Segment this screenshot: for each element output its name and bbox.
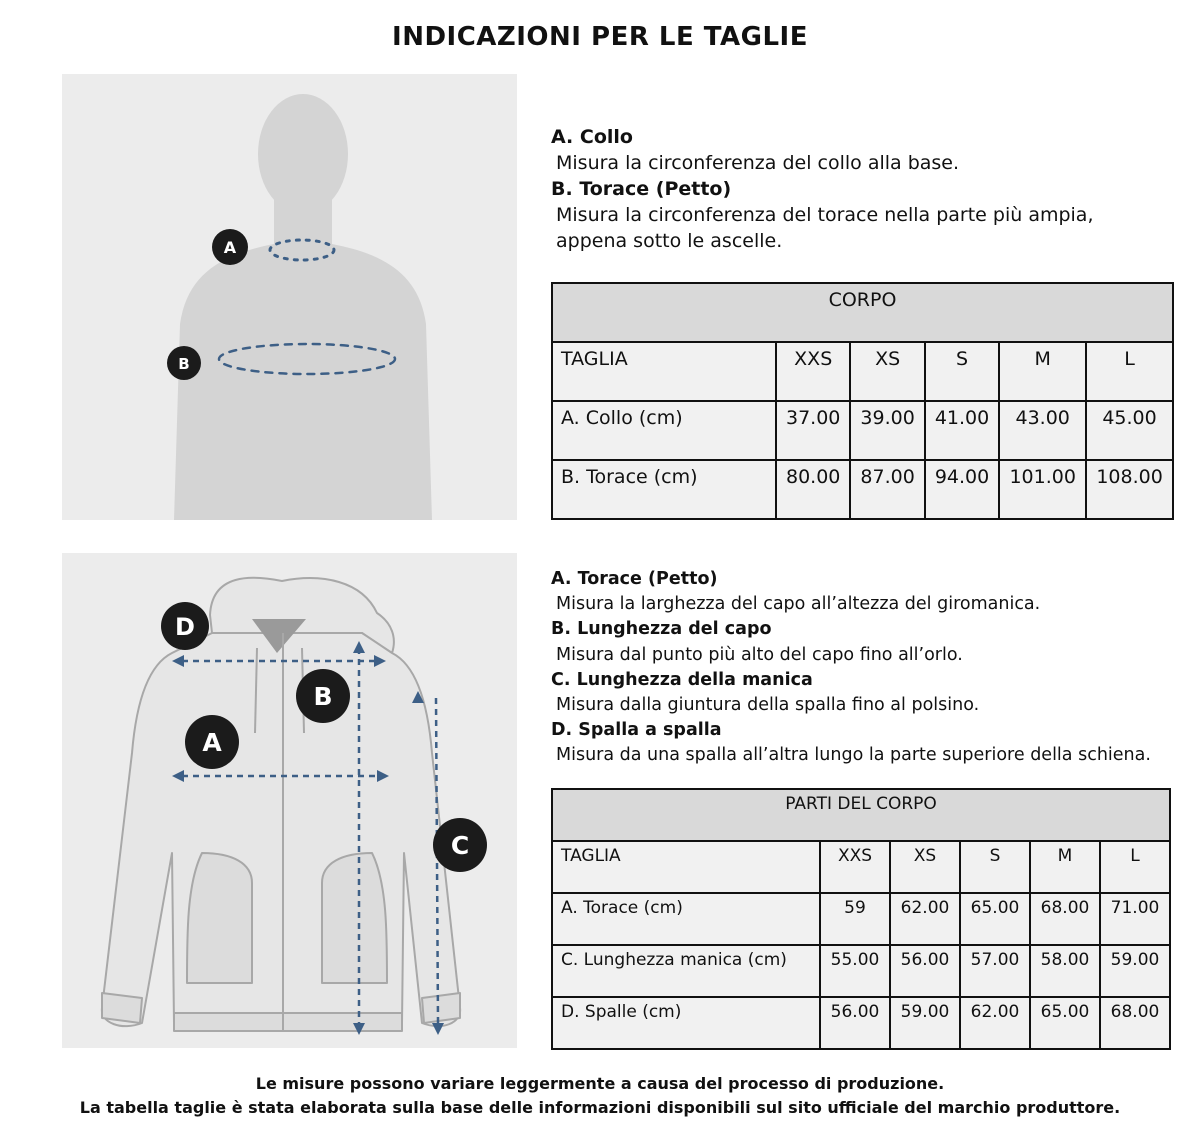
garment-size-table [551,788,1171,1050]
table-cell: 37.00 [776,401,850,460]
body-measure-descriptions [551,124,1096,254]
column-header: S [925,342,999,401]
footer-note [0,1072,1200,1120]
table-cell: 62.00 [960,997,1030,1049]
table-cell: 56.00 [890,945,960,997]
marker-a-icon [185,715,239,769]
body-size-table [551,282,1174,520]
table-cell: 94.00 [925,460,999,519]
table-row [552,401,1173,460]
table-row [552,893,1170,945]
marker-b-icon [167,346,201,380]
hoodie-illustration [62,553,517,1048]
column-header: XS [850,342,924,401]
svg-text:D: D [175,613,195,641]
column-header: XXS [820,841,890,893]
desc-text-lunghezza-manica: Misura dalla giuntura della spalla fino al polsino. [556,695,980,716]
row-label: D. Spalle (cm) [552,997,820,1049]
table-row [552,945,1170,997]
desc-heading-spalla: D. Spalla a spalla [551,720,722,741]
table-row [552,997,1170,1049]
svg-text:B: B [178,355,190,373]
table-cell: 43.00 [999,401,1086,460]
svg-text:C: C [450,831,470,860]
marker-d-icon [161,602,209,650]
row-label: C. Lunghezza manica (cm) [552,945,820,997]
column-header: S [960,841,1030,893]
desc-text-collo: Misura la circonferenza del collo alla base. [556,152,960,174]
table-cell: 41.00 [925,401,999,460]
garment-measure-descriptions [551,567,1151,769]
table-cell: 45.00 [1086,401,1173,460]
desc-text-spalla: Misura da una spalla all’altra lungo la parte superiore della schiena. [556,745,1151,766]
desc-text-lunghezza-capo: Misura dal punto più alto del capo fino all’orlo. [556,644,963,665]
marker-c-icon [433,818,487,872]
row-label: B. Torace (cm) [552,460,776,519]
svg-text:A: A [223,238,237,257]
table-cell: 56.00 [820,997,890,1049]
table-cell: 68.00 [1030,893,1100,945]
column-header: L [1100,841,1170,893]
table-cell: 57.00 [960,945,1030,997]
table-row [552,460,1173,519]
table-cell: 71.00 [1100,893,1170,945]
table-cell: 59.00 [890,997,960,1049]
table-cell: 59.00 [1100,945,1170,997]
table-cell: 39.00 [850,401,924,460]
desc-heading-collo: A. Collo [551,126,633,148]
row-label: A. Collo (cm) [552,401,776,460]
table-cell: 65.00 [960,893,1030,945]
footer-line-1: Le misure possono variare leggermente a causa del processo di produzione. [255,1074,945,1093]
column-header: XS [890,841,960,893]
table-cell: 65.00 [1030,997,1100,1049]
table-cell: 101.00 [999,460,1086,519]
marker-b-icon [296,669,350,723]
marker-a-icon [212,229,248,265]
desc-heading-torace: A. Torace (Petto) [551,569,718,589]
svg-text:A: A [202,728,222,757]
table-cell: 80.00 [776,460,850,519]
row-label: A. Torace (cm) [552,893,820,945]
desc-heading-lunghezza-manica: C. Lunghezza della manica [551,669,813,690]
table-cell: 58.00 [1030,945,1100,997]
column-header: L [1086,342,1173,401]
table-header-row [552,841,1170,893]
table-cell: 59 [820,893,890,945]
svg-text:B: B [313,682,333,711]
column-header: XXS [776,342,850,401]
body-illustration [62,74,517,520]
table-cell: 55.00 [820,945,890,997]
table-cell: 62.00 [890,893,960,945]
table-cell: 68.00 [1100,997,1170,1049]
column-header: TAGLIA [552,342,776,401]
table-cell: 87.00 [850,460,924,519]
table-title: PARTI DEL CORPO [552,789,1170,841]
desc-text-torace: Misura la circonferenza del torace nella parte più ampia, appena sotto le ascelle. [556,204,1094,252]
column-header: TAGLIA [552,841,820,893]
table-title: CORPO [552,283,1173,342]
desc-heading-lunghezza-capo: B. Lunghezza del capo [551,619,772,640]
column-header: M [999,342,1086,401]
table-header-row [552,342,1173,401]
desc-heading-torace: B. Torace (Petto) [551,178,732,200]
column-header: M [1030,841,1100,893]
page-title: INDICAZIONI PER LE TAGLIE [392,22,808,52]
table-cell: 108.00 [1086,460,1173,519]
footer-line-2: La tabella taglie è stata elaborata sulla base delle informazioni disponibili sul sito ufficiale del marchio produttore. [79,1098,1121,1117]
desc-text-torace: Misura la larghezza del capo all’altezza del giromanica. [556,594,1041,615]
